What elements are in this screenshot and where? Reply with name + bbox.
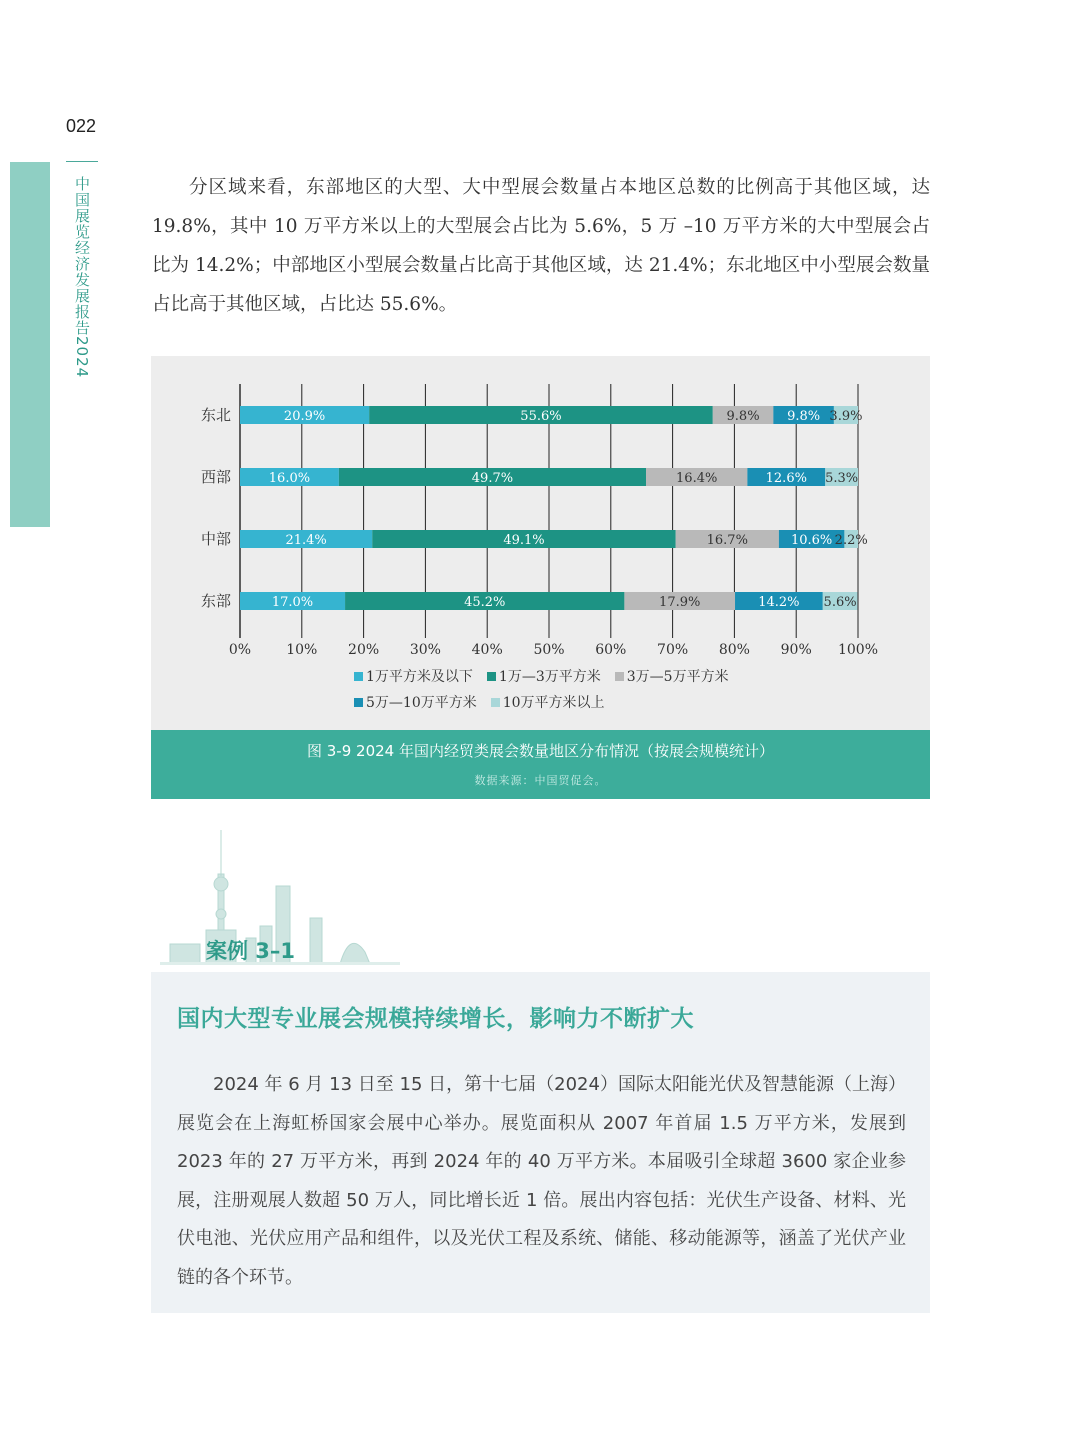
legend-row — [354, 666, 784, 686]
chart-legend — [354, 666, 784, 718]
bar-data-label: 49.1% — [503, 533, 545, 548]
x-tick-label: 30% — [409, 642, 441, 656]
bar-data-label: 3.9% — [829, 409, 863, 424]
figure-source: 数据来源：中国贸促会。 — [474, 774, 607, 787]
x-tick-label: 0% — [228, 642, 252, 656]
legend-swatch — [487, 672, 496, 681]
legend-label: 5万—10万平方米 — [366, 695, 477, 711]
bar-data-label: 17.0% — [271, 595, 314, 610]
legend-swatch — [615, 672, 624, 681]
case-label: 案例 3–1 — [206, 939, 296, 963]
category-label: 东部 — [200, 592, 231, 610]
bar-data-label: 12.6% — [765, 471, 807, 486]
x-tick-label: 100% — [837, 642, 879, 656]
figure-title: 图 3-9 2024 年国内经贸类展会数量地区分布情况（按展会规模统计） — [307, 742, 774, 760]
bar-data-label: 5.3% — [825, 471, 859, 486]
side-accent-bar — [10, 162, 50, 527]
bar-data-label: 10.6% — [790, 533, 833, 548]
legend-label: 1万平方米及以下 — [366, 669, 473, 685]
bar-data-label: 17.9% — [659, 595, 701, 610]
case-body: 2024 年 6 月 13 日至 15 日，第十七届（2024）国际太阳能光伏及智慧能源（上海）展览会在上海虹桥国家会展中心举办。展览面积从 2007 年首届 1.5 万平方米，发展到 2023 年的 27 万平方米，再到 2024 年的 40 万平方米。本届吸引全球超 3600 家企业参展，注册观展人数超 50 万人，同比增长近 1 倍。展出内容包括：光伏生产设备、材料、光伏电池、光伏应用产品和组件，以及光伏工程及系统、储能、移动能源等，涵盖了光伏产业链的各个环节。 — [177, 1074, 906, 1288]
legend-swatch — [491, 698, 500, 707]
bar-data-label: 55.6% — [520, 409, 562, 424]
x-tick-label: 50% — [533, 642, 565, 656]
bar-data-label: 21.4% — [285, 533, 327, 548]
chart-figure — [151, 356, 930, 799]
bar-data-label: 16.4% — [676, 471, 718, 486]
case-box — [151, 972, 930, 1313]
page-number: 022 — [66, 116, 97, 136]
legend-swatch — [354, 698, 363, 707]
x-tick-label: 90% — [780, 642, 812, 656]
x-tick-label: 40% — [471, 642, 503, 656]
category-label: 中部 — [200, 530, 231, 548]
bar-data-label: 16.7% — [706, 533, 748, 548]
legend-label: 10万平方米以上 — [502, 695, 605, 711]
bar-data-label: 9.8% — [726, 409, 760, 424]
legend-item — [615, 666, 729, 686]
x-tick-label: 10% — [286, 642, 318, 656]
legend-label: 3万—5万平方米 — [626, 669, 729, 685]
x-tick-label: 80% — [718, 642, 750, 656]
category-label: 东北 — [200, 406, 231, 424]
legend-item — [491, 692, 605, 712]
bar-data-label: 14.2% — [758, 595, 800, 610]
x-tick-label: 60% — [595, 642, 627, 656]
legend-item — [354, 692, 477, 712]
bar-data-label: 49.7% — [471, 471, 514, 486]
bar-data-label: 45.2% — [464, 595, 506, 610]
bar-data-label: 5.6% — [823, 595, 857, 610]
case-title: 国内大型专业展会规模持续增长，影响力不断扩大 — [177, 1005, 694, 1032]
legend-swatch — [354, 672, 363, 681]
running-title: 中国展览经济发展报告2024 — [73, 176, 91, 379]
intro-paragraph: 分区域来看，东部地区的大型、大中型展会数量占本地区总数的比例高于其他区域，达 19.8%，其中 10 万平方米以上的大型展会占比为 5.6%，5 万 –10 万平方米的大中型展会占比为 14.2%；中部地区小型展会数量占比高于其他区域，达 21.4%；东北地区中小型展会数量占比高于其他区域，占比达 55.6%。 — [152, 177, 930, 315]
stacked-bar-chart — [151, 356, 930, 656]
side-rule — [66, 161, 98, 162]
bar-data-label: 2.2% — [834, 533, 868, 548]
bar-data-label: 16.0% — [268, 471, 311, 486]
legend-item — [354, 666, 473, 686]
legend-item — [487, 666, 601, 686]
x-tick-label: 70% — [657, 642, 689, 656]
figure-caption — [151, 730, 930, 799]
legend-label: 1万—3万平方米 — [498, 669, 601, 685]
x-tick-label: 20% — [348, 642, 380, 656]
bar-data-label: 9.8% — [787, 409, 821, 424]
category-label: 西部 — [200, 468, 231, 486]
legend-row — [354, 692, 784, 712]
bar-data-label: 20.9% — [283, 409, 326, 424]
